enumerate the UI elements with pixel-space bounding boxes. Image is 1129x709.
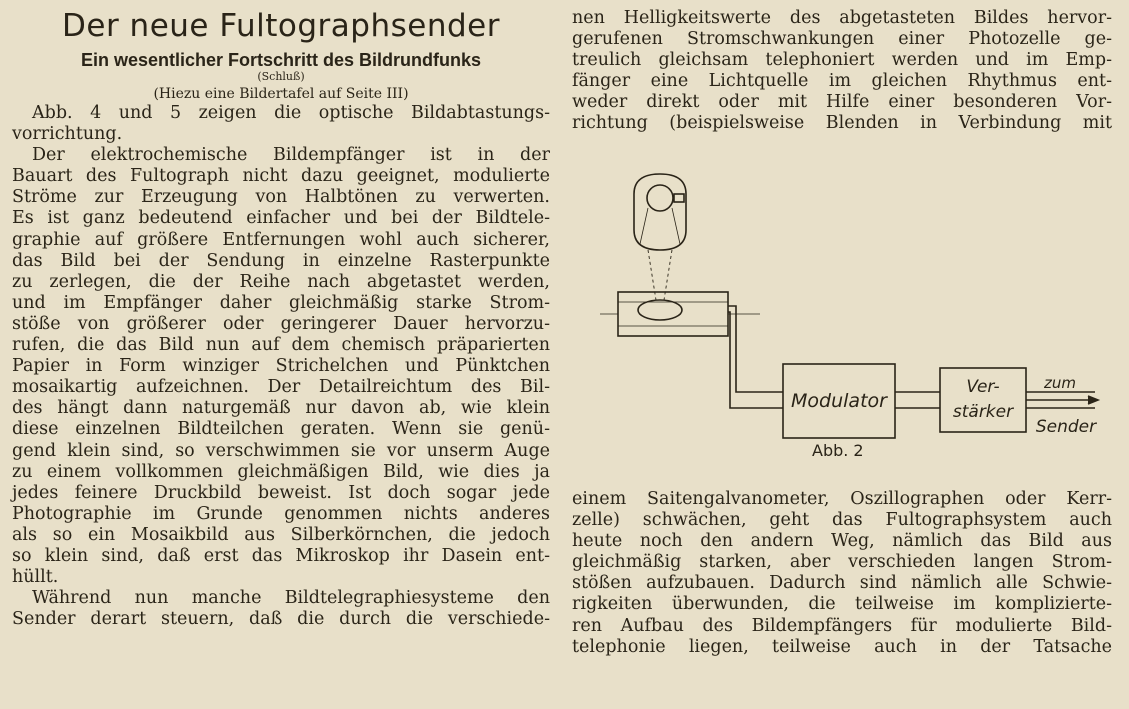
text-line: gleichmäßig starken, aber verschieden langen Strom- — [572, 552, 1112, 573]
lamp-cone — [640, 208, 680, 244]
output-label-2: Sender — [1035, 417, 1097, 437]
photocell — [638, 300, 682, 320]
text-line: Photographie im Grunde genommen nichts anderes — [12, 503, 550, 524]
text-line: stöße von größerer oder geringerer Dauer hervorzu- — [12, 313, 550, 334]
output-label-1: zum — [1044, 374, 1076, 392]
right-column-top-body — [572, 8, 1112, 135]
text-line: Es ist ganz bedeutend einfacher und bei der Bildtele- — [12, 208, 550, 229]
text-line: Abb. 4 und 5 zeigen die optische Bildabtastungs- — [32, 103, 550, 123]
text-line: des hängt dann naturgemäß nur davon ab, wie klein — [12, 398, 550, 419]
lamp-bulb — [647, 185, 673, 211]
text-line: fänger eine Lichtquelle im gleichen Rhythmus ent- — [572, 71, 1112, 92]
text-line: richtung (beispielsweise Blenden in Verbindung mit — [572, 113, 1112, 134]
left-column — [12, 8, 550, 630]
text-line: ren Aufbau des Bildempfängers für modulierte Bild- — [572, 615, 1112, 636]
wire-upper — [728, 306, 783, 392]
right-column-top — [572, 8, 1112, 135]
text-line: Sender derart steuern, daß die durch die verschiede- — [12, 609, 550, 630]
text-line: so klein sind, daß erst das Mikroskop ihr Dasein ent- — [12, 545, 550, 566]
right-column-bottom-body — [572, 489, 1112, 658]
text-line: Bauart des Fultograph nicht dazu geeignet, modulierte — [12, 166, 550, 187]
figure-caption: Abb. 2 — [812, 441, 864, 460]
text-line: treulich gleichsam telephoniert werden und im Emp- — [572, 50, 1112, 71]
text-line: mosaikartig aufzeichnen. Der Detailreichtum des Bil- — [12, 377, 550, 398]
lamp-socket — [674, 194, 684, 202]
amplifier-label-2: stärker — [952, 402, 1014, 422]
text-line: diese einzelnen Bildteilchen geraten. Wenn sie genü- — [12, 419, 550, 440]
scanner-drum — [618, 292, 728, 336]
text-line: jedes feinere Druckbild beweist. Ist doch sogar jede — [12, 482, 550, 503]
text-line: Der elektrochemische Bildempfänger ist in der — [32, 145, 550, 166]
text-line: vorrichtung. — [12, 124, 123, 145]
text-line: nen Helligkeitswerte des abgetasteten Bildes hervor- — [572, 8, 1112, 28]
text-line: Während nun manche Bildtelegraphiesysteme den — [32, 588, 550, 609]
text-line: zu zerlegen, die der Reihe nach abgetastet werden, — [12, 271, 550, 292]
text-line: zu einem vollkommen gleichmäßigen Bild, wie dies ja — [12, 461, 550, 482]
text-line: rufen, die das Bild nun auf dem chemisch präparierten — [12, 335, 550, 356]
text-line: graphie auf größere Entfernungen wohl auch sicherer, — [12, 229, 550, 250]
text-line: rigkeiten überwunden, die teilweise im komplizierte- — [572, 594, 1112, 615]
plate-note: (Hiezu eine Bildertafel auf Seite III) — [153, 86, 409, 102]
text-line: telephonie liegen, teilweise auch in der Tatsache — [572, 636, 1112, 657]
right-column-bottom — [572, 489, 1112, 658]
text-line: gend klein sind, so verschwimmen sie vor unserm Auge — [12, 440, 550, 461]
article-title: Der neue Fultographsender — [62, 8, 500, 44]
text-line: stößen aufzubauen. Dadurch sind nämlich alle Schwie- — [572, 573, 1112, 594]
text-line: zelle) schwächen, geht das Fultographsystem auch — [572, 510, 1112, 531]
modulator-label: Modulator — [791, 390, 887, 412]
amplifier-label-1: Ver- — [966, 377, 1000, 397]
text-line: das Bild bei der Sendung in einzelne Rasterpunkte — [12, 250, 550, 271]
text-line: gerufenen Stromschwankungen einer Photozelle ge- — [572, 29, 1112, 50]
text-line: einem Saitengalvanometer, Oszillographen oder Kerr- — [572, 489, 1112, 509]
block-diagram-figure — [590, 160, 1120, 470]
text-line: Papier in Form winziger Strichelchen und Pünktchen — [12, 356, 550, 377]
continuation-note: (Schluß) — [257, 70, 305, 83]
text-line: und im Empfänger daher gleichmäßig starke Strom- — [12, 292, 550, 313]
text-line: heute noch den andern Weg, nämlich das Bild aus — [572, 531, 1112, 552]
article-subtitle: Ein wesentlicher Fortschritt des Bildrundfunks — [80, 50, 482, 70]
text-line: als so ein Mosaikbild aus Silberkörnchen, die jedoch — [12, 524, 550, 545]
text-line: Ströme zur Erzeugung von Halbtönen zu verwerten. — [12, 187, 550, 208]
left-column-body — [12, 103, 550, 630]
text-line: weder direkt oder mit Hilfe einer besonderen Vor- — [572, 92, 1112, 113]
text-line: hüllt. — [12, 567, 59, 588]
